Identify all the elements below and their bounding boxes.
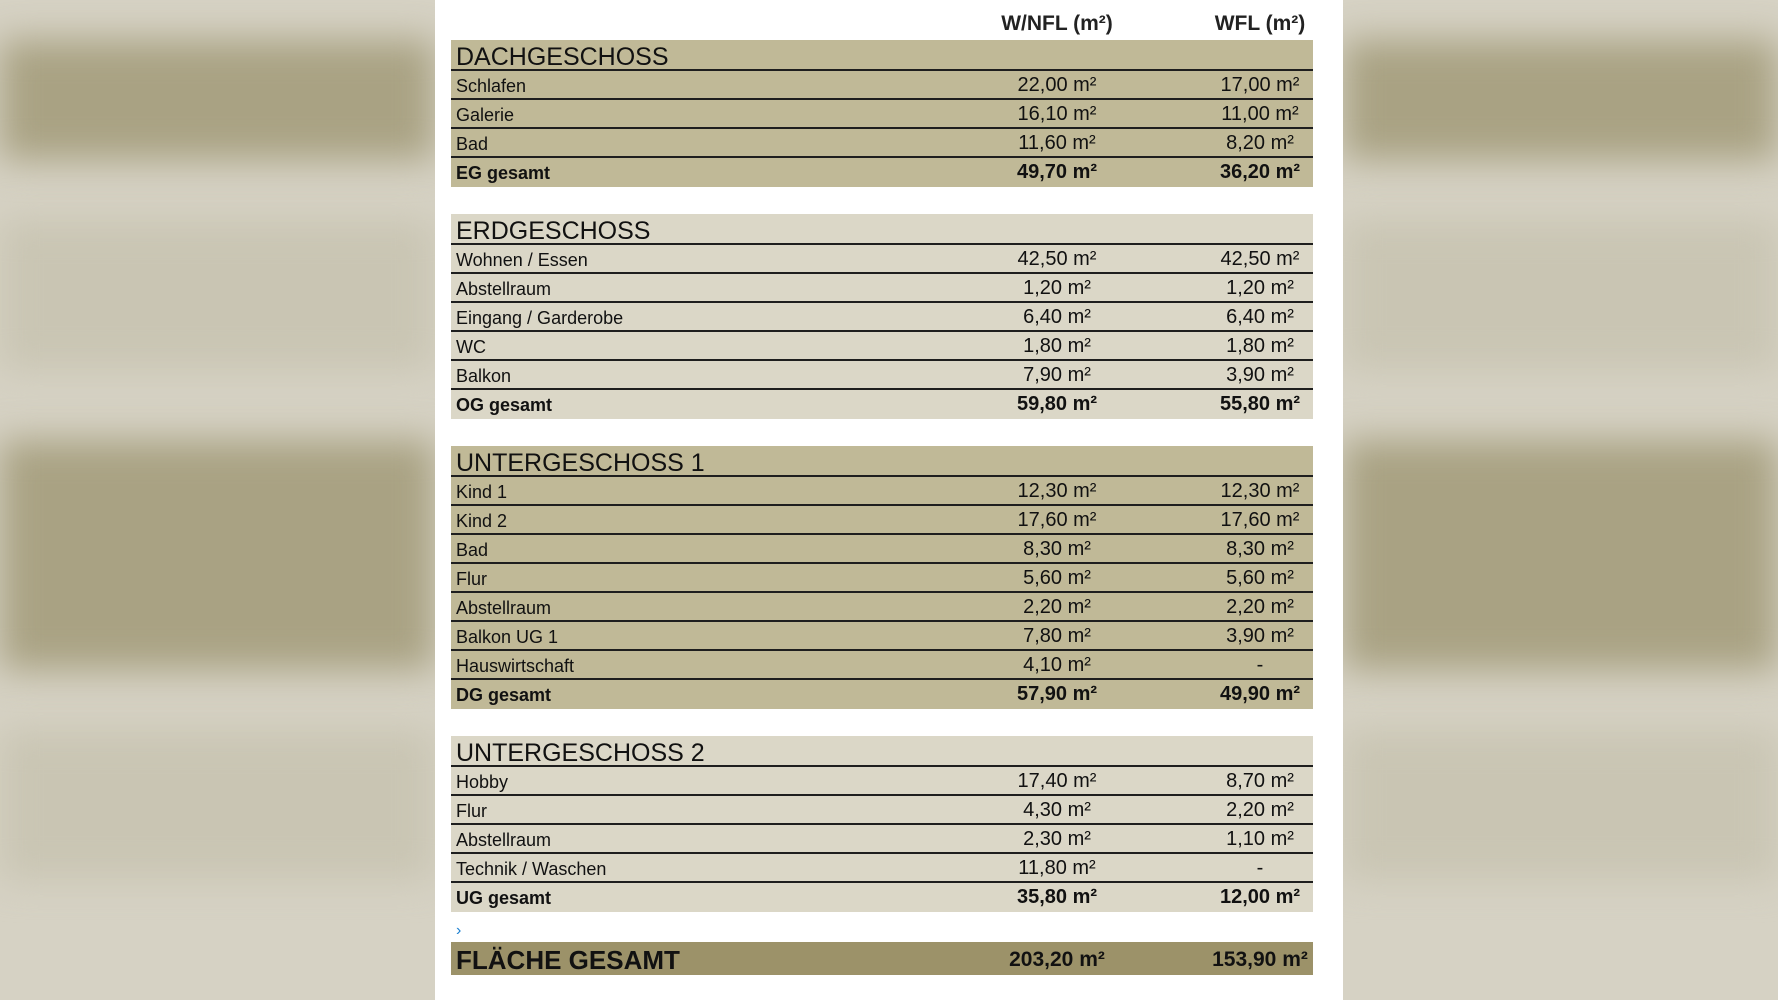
table-row-label: Flur	[456, 569, 487, 589]
table-row	[451, 274, 1313, 303]
table-row	[451, 245, 1313, 274]
section-total-row-wfl: 36,20 m²	[1219, 161, 1301, 183]
table-row-label: Kind 2	[456, 511, 508, 531]
table-row-label: Bad	[456, 134, 489, 154]
table-row	[451, 854, 1313, 883]
table-row-label: Wohnen / Essen	[456, 250, 588, 270]
table-row-label: WC	[456, 337, 486, 357]
section-title	[451, 736, 1313, 767]
section-title-label: UNTERGESCHOSS 1	[456, 449, 705, 477]
table-row-wfl: -	[1256, 857, 1264, 879]
table-row-wnfl: 1,20 m²	[1023, 277, 1091, 299]
table-row-wnfl: 16,10 m²	[1017, 103, 1097, 125]
table-row	[451, 100, 1313, 129]
section-total-row	[451, 883, 1313, 912]
section-total-row	[451, 390, 1313, 419]
section-total-row-wnfl: 49,70 m²	[1016, 161, 1098, 183]
table-row	[451, 796, 1313, 825]
table-row-wfl: 8,70 m²	[1226, 770, 1294, 792]
table-row-wfl: 11,00 m²	[1221, 103, 1299, 125]
table-row	[451, 651, 1313, 680]
section-total-row-wfl: 55,80 m²	[1219, 393, 1301, 415]
table-row-wfl: 6,40 m²	[1226, 306, 1294, 328]
table-row-wnfl: 5,60 m²	[1023, 567, 1091, 589]
section-title	[451, 40, 1313, 71]
table-row-label: Flur	[456, 801, 487, 821]
table-row-wnfl: 11,80 m²	[1018, 857, 1096, 879]
table-row-wfl: 12,30 m²	[1220, 480, 1300, 502]
table-row-label: Hobby	[456, 772, 509, 792]
table-row	[451, 825, 1313, 854]
section-title	[451, 446, 1313, 477]
floor-section	[451, 736, 1313, 912]
table-row	[451, 564, 1313, 593]
column-header-wfl: WFL (m²)	[1214, 12, 1306, 35]
section-total-row-wnfl: 57,90 m²	[1016, 683, 1098, 705]
section-total-row-label: EG gesamt	[456, 163, 551, 183]
section-title-label: UNTERGESCHOSS 2	[456, 739, 705, 767]
table-row	[451, 332, 1313, 361]
table-row	[451, 129, 1313, 158]
section-total-row	[451, 680, 1313, 709]
table-row	[451, 506, 1313, 535]
table-row-wnfl: 17,40 m²	[1017, 770, 1097, 792]
table-row-wnfl: 2,30 m²	[1023, 828, 1091, 850]
floor-section	[451, 446, 1313, 709]
section-title	[451, 214, 1313, 245]
table-row-label: Technik / Waschen	[456, 859, 607, 879]
column-header-wnfl: W/NFL (m²)	[1001, 12, 1113, 35]
table-row-wnfl: 1,80 m²	[1023, 335, 1091, 357]
blurred-backdrop-left	[0, 0, 435, 1000]
section-total-row-wfl: 49,90 m²	[1219, 683, 1301, 705]
table-row	[451, 535, 1313, 564]
table-row	[451, 593, 1313, 622]
table-row-label: Abstellraum	[456, 598, 552, 618]
table-row-wnfl: 6,40 m²	[1023, 306, 1091, 328]
table-row	[451, 477, 1313, 506]
section-title-label: DACHGESCHOSS	[456, 43, 669, 71]
floor-section	[451, 214, 1313, 419]
grand-total-wfl: 153,90 m²	[1212, 948, 1308, 971]
table-row-wfl: -	[1256, 654, 1264, 676]
table-row-wfl: 2,20 m²	[1226, 596, 1294, 618]
section-total-row	[451, 158, 1313, 187]
grand-total-label: FLÄCHE GESAMT	[456, 945, 680, 975]
section-total-row-label: OG gesamt	[456, 395, 553, 415]
blurred-backdrop-right	[1343, 0, 1778, 1000]
table-row-wfl: 17,60 m²	[1220, 509, 1300, 531]
area-table	[451, 0, 1313, 939]
table-row	[451, 361, 1313, 390]
table-row-wnfl: 7,90 m²	[1023, 364, 1091, 386]
table-row	[451, 622, 1313, 651]
section-total-row-wnfl: 35,80 m²	[1016, 886, 1098, 908]
table-row-label: Bad	[456, 540, 489, 560]
table-row-wfl: 3,90 m²	[1226, 364, 1294, 386]
table-row-wnfl: 22,00 m²	[1017, 74, 1097, 96]
table-row-label: Abstellraum	[456, 279, 552, 299]
table-row-wfl: 42,50 m²	[1220, 248, 1300, 270]
table-row-label: Balkon	[456, 366, 512, 386]
table-row-wfl: 17,00 m²	[1220, 74, 1300, 96]
section-total-row-wnfl: 59,80 m²	[1016, 393, 1098, 415]
table-row-wfl: 5,60 m²	[1226, 567, 1294, 589]
document-page	[435, 0, 1343, 1000]
column-headers	[451, 0, 1313, 40]
grand-total-row	[451, 942, 1313, 975]
table-row-wfl: 1,80 m²	[1226, 335, 1294, 357]
table-row-wfl: 1,10 m²	[1226, 828, 1294, 850]
section-total-row-label: UG gesamt	[456, 888, 552, 908]
table-row-wnfl: 4,30 m²	[1023, 799, 1091, 821]
table-row-wnfl: 4,10 m²	[1023, 654, 1091, 676]
grand-total-wnfl: 203,20 m²	[1009, 948, 1105, 971]
table-row-wfl: 3,90 m²	[1226, 625, 1294, 647]
section-total-row-wfl: 12,00 m²	[1219, 886, 1301, 908]
table-row-label: Hauswirtschaft	[456, 656, 575, 676]
section-title-label: ERDGESCHOSS	[456, 217, 651, 245]
table-row-wfl: 8,20 m²	[1226, 132, 1294, 154]
table-row-wfl: 8,30 m²	[1226, 538, 1294, 560]
table-row-label: Kind 1	[456, 482, 508, 502]
table-row-wfl: 2,20 m²	[1226, 799, 1294, 821]
table-row-wnfl: 8,30 m²	[1023, 538, 1091, 560]
chevron-right-icon: ›	[456, 922, 462, 939]
table-row-label: Galerie	[456, 105, 515, 125]
table-row	[451, 303, 1313, 332]
table-row	[451, 71, 1313, 100]
table-row-wnfl: 7,80 m²	[1023, 625, 1091, 647]
table-row-label: Schlafen	[456, 76, 527, 96]
table-row-label: Eingang / Garderobe	[456, 308, 624, 328]
table-row-wnfl: 42,50 m²	[1017, 248, 1097, 270]
table-row-wnfl: 17,60 m²	[1017, 509, 1097, 531]
section-total-row-label: DG gesamt	[456, 685, 552, 705]
table-row-wnfl: 12,30 m²	[1017, 480, 1097, 502]
table-row-wfl: 1,20 m²	[1226, 277, 1294, 299]
table-row-wnfl: 2,20 m²	[1023, 596, 1091, 618]
table-row-label: Balkon UG 1	[456, 627, 559, 647]
floor-section	[451, 40, 1313, 187]
table-row-label: Abstellraum	[456, 830, 552, 850]
table-row	[451, 767, 1313, 796]
table-row-wnfl: 11,60 m²	[1018, 132, 1096, 154]
